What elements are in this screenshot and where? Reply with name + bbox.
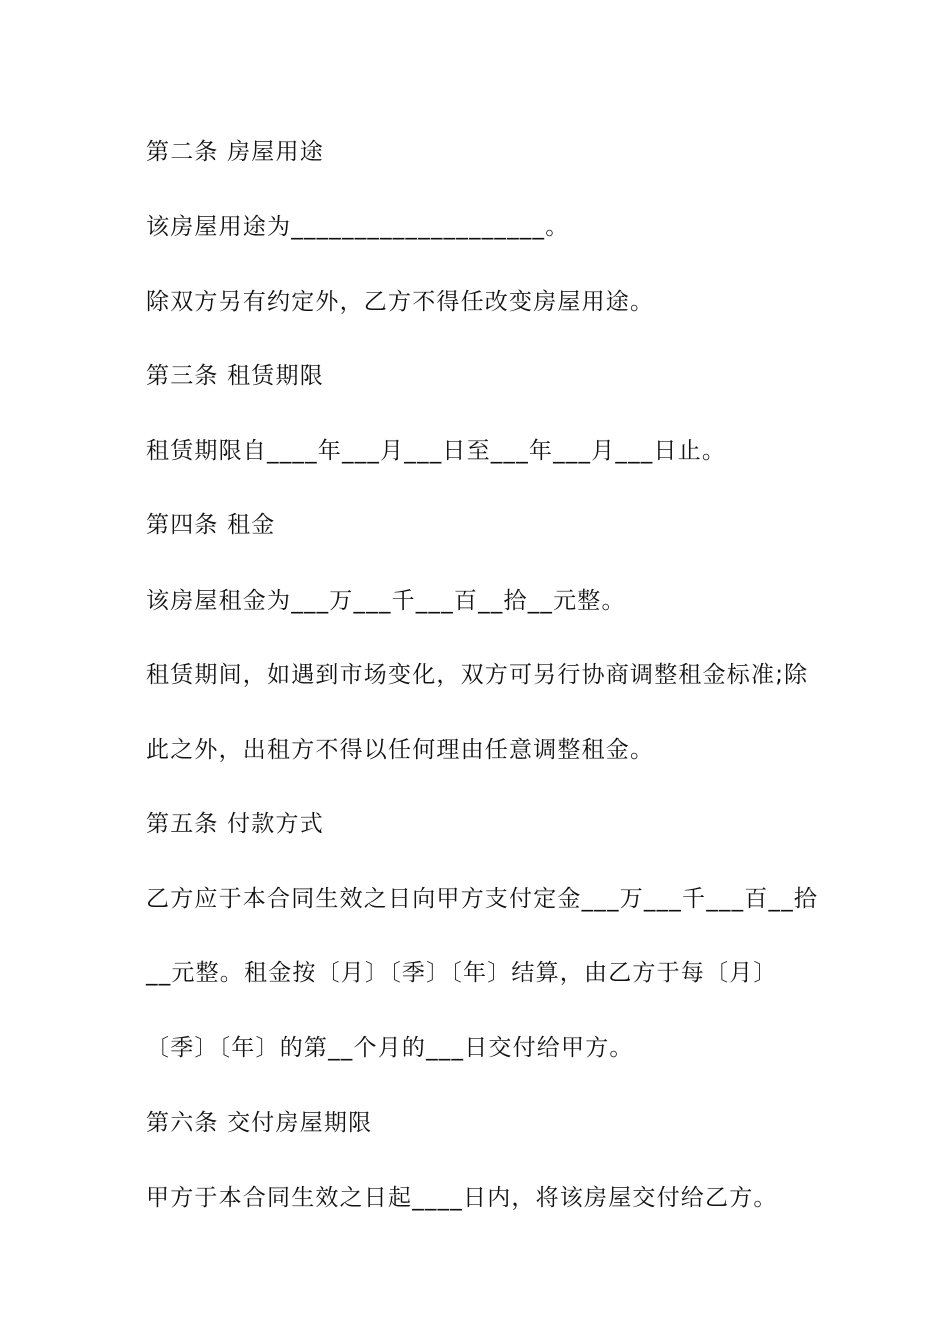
paragraph-line: 乙方应于本合同生效之日向甲方支付定金___万___千___百__拾 <box>146 886 819 912</box>
article-2-heading: 第二条 房屋用途 <box>146 139 324 165</box>
paragraph-line: 该房屋租金为___万___千___百__拾__元整。 <box>146 588 626 614</box>
paragraph-line: 〔季〕〔年〕的第__个月的___日交付给甲方。 <box>146 1035 634 1061</box>
article-4-heading: 第四条 租金 <box>146 512 276 538</box>
article-3-heading: 第三条 租赁期限 <box>146 363 324 389</box>
article-5-heading: 第五条 付款方式 <box>146 811 324 837</box>
paragraph-line: 租赁期限自____年___月___日至___年___月___日止。 <box>146 438 727 464</box>
paragraph-line: 除双方另有约定外，乙方不得任改变房屋用途。 <box>146 289 655 315</box>
article-6-heading: 第六条 交付房屋期限 <box>146 1110 373 1136</box>
paragraph-line: 此之外，出租方不得以任何理由任意调整租金。 <box>146 737 655 763</box>
paragraph-line: 甲方于本合同生效之日起____日内，将该房屋交付给乙方。 <box>146 1185 778 1211</box>
paragraph-line: 租赁期间，如遇到市场变化，双方可另行协商调整租金标准;除 <box>146 662 809 688</box>
paragraph-line: 该房屋用途为____________________。 <box>146 214 570 240</box>
paragraph-line: __元整。租金按〔月〕〔季〕〔年〕结算，由乙方于每〔月〕 <box>146 960 778 986</box>
